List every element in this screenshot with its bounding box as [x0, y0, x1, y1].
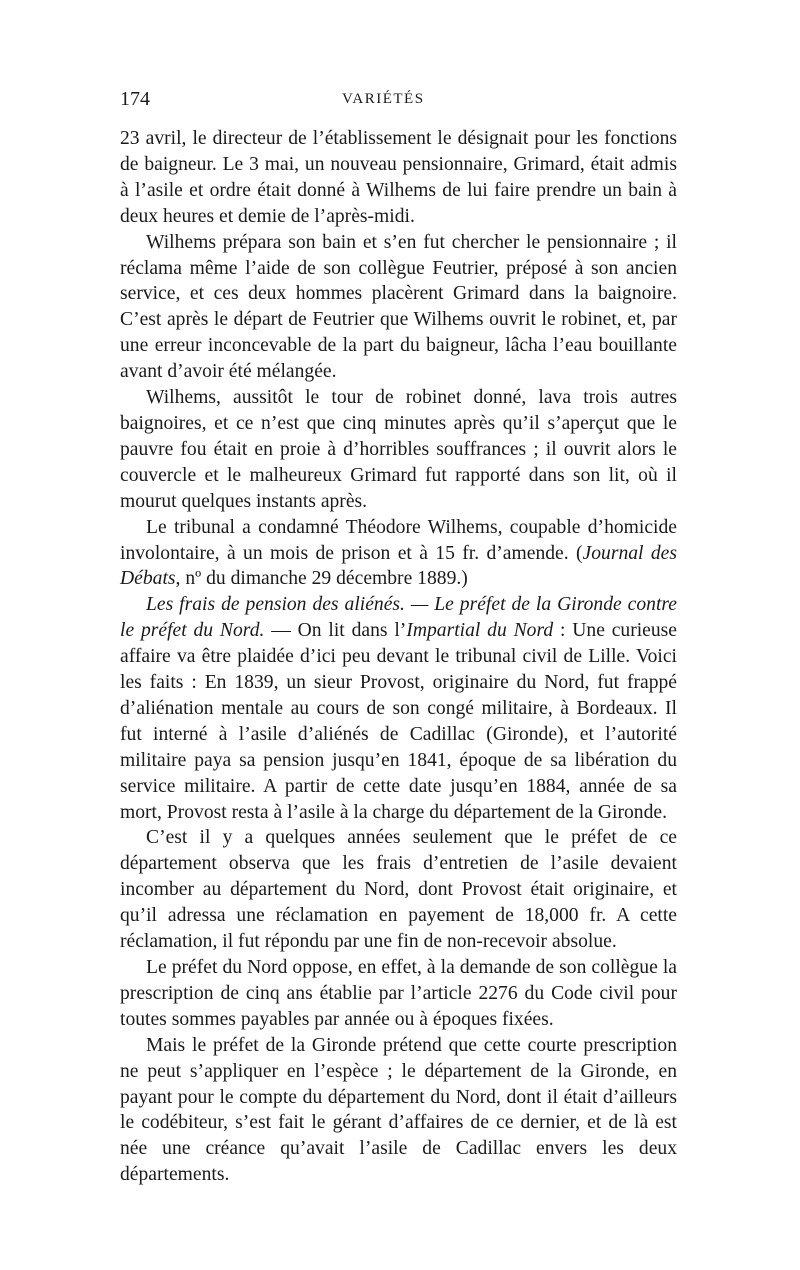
- paragraph-6: C’est il y a quelques années seulement que le préfet de ce département observa que les frais d’entretien de l’asile devaient incomber au département du Nord, dont Provost était originaire, et qu’il adressa une réclamation en payement de 18,000 fr. A cette réclamation, il fut répondu par une fin de non-recevoir absolue.: [120, 827, 677, 953]
- section-heading: Les frais de pension des aliénés. — Le préfet de la Gironde contre le préfet du Nord.: [120, 594, 677, 642]
- source-citation: Journal des Débats: [120, 542, 677, 590]
- paragraph-3: Wilhems, aussitôt le tour de robinet donné, lava trois autres baignoires, et ce n’est que cinq minutes après qu’il s’aperçut que le pauvre fou était en proie à d’horribles souffrances ; il ouvrit alors le couvercle et le malheureux Grimard fut rapporté dans son lit, où il mourut quelques instants après.: [120, 387, 677, 512]
- paragraph-4: [120, 515, 677, 593]
- paragraph-4-text: Le tribunal a condamné Théodore Wilhems, coupable d’homicide involontaire, à un mois de prison et à 15 fr. d’amende. (: [120, 516, 677, 564]
- body-text: [120, 126, 677, 1188]
- paragraph-5-text-end: : Une curieuse affaire va être plaidée d’ici peu devant le tribunal civil de Lille. Voici les faits : En 1839, un sieur Provost, originaire du Nord, fut frappé d’aliénation mentale au cours de son congé militaire, à Bordeaux. Il fut interné à l’asile d’aliénés de Cadillac (Gironde), et l’autorité militaire paya sa pension jusqu’en 1841, époque de sa libération du service militaire. A partir de cette date jusqu’en 1884, année de sa mort, Provost resta à l’asile à la charge du département de la Gironde.: [120, 620, 677, 823]
- source-citation-2: Impartial du Nord: [406, 620, 554, 642]
- paragraph-5-text: — On lit dans l’: [264, 620, 407, 642]
- running-title: VARIÉTÉS: [342, 91, 425, 107]
- paragraph-8: Mais le préfet de la Gironde prétend que cette courte prescription ne peut s’appliquer en l’espèce ; le département de la Gironde, en payant pour le compte du département du Nord, dont il était d’ailleurs le codébiteur, s’est fait le gérant d’affaires de ce dernier, et de là est née une créance qu’avait l’asile de Cadillac envers les deux départements.: [120, 1034, 677, 1186]
- paragraph-2: Wilhems prépara son bain et s’en fut chercher le pensionnaire ; il réclama même l’aide de son collègue Feutrier, préposé à son ancien service, et ces deux hommes placèrent Grimard dans la baignoire. C’est après le départ de Feutrier que Wilhems ouvrit le robinet, et, par une erreur inconcevable de la part du baigneur, lâcha l’eau bouillante avant d’avoir été mélangée.: [120, 231, 677, 383]
- book-page: [120, 88, 677, 1188]
- paragraph-5: [120, 592, 677, 825]
- paragraph-4-text-end: , nº du dimanche 29 décembre 1889.): [175, 568, 468, 590]
- paragraph-1: 23 avril, le directeur de l’établissement le désignait pour les fonctions de baigneur. Le 3 mai, un nouveau pensionnaire, Grimard, était admis à l’asile et ordre était donné à Wilhems de lui faire prendre un bain à deux heures et demie de l’après-midi.: [120, 128, 677, 227]
- paragraph-7: Le préfet du Nord oppose, en effet, à la demande de son collègue la prescription de cinq ans établie par l’article 2276 du Code civil pour toutes sommes payables par année ou à époques fixées.: [120, 957, 677, 1030]
- page-number: 174: [120, 88, 150, 110]
- running-head: [120, 88, 677, 118]
